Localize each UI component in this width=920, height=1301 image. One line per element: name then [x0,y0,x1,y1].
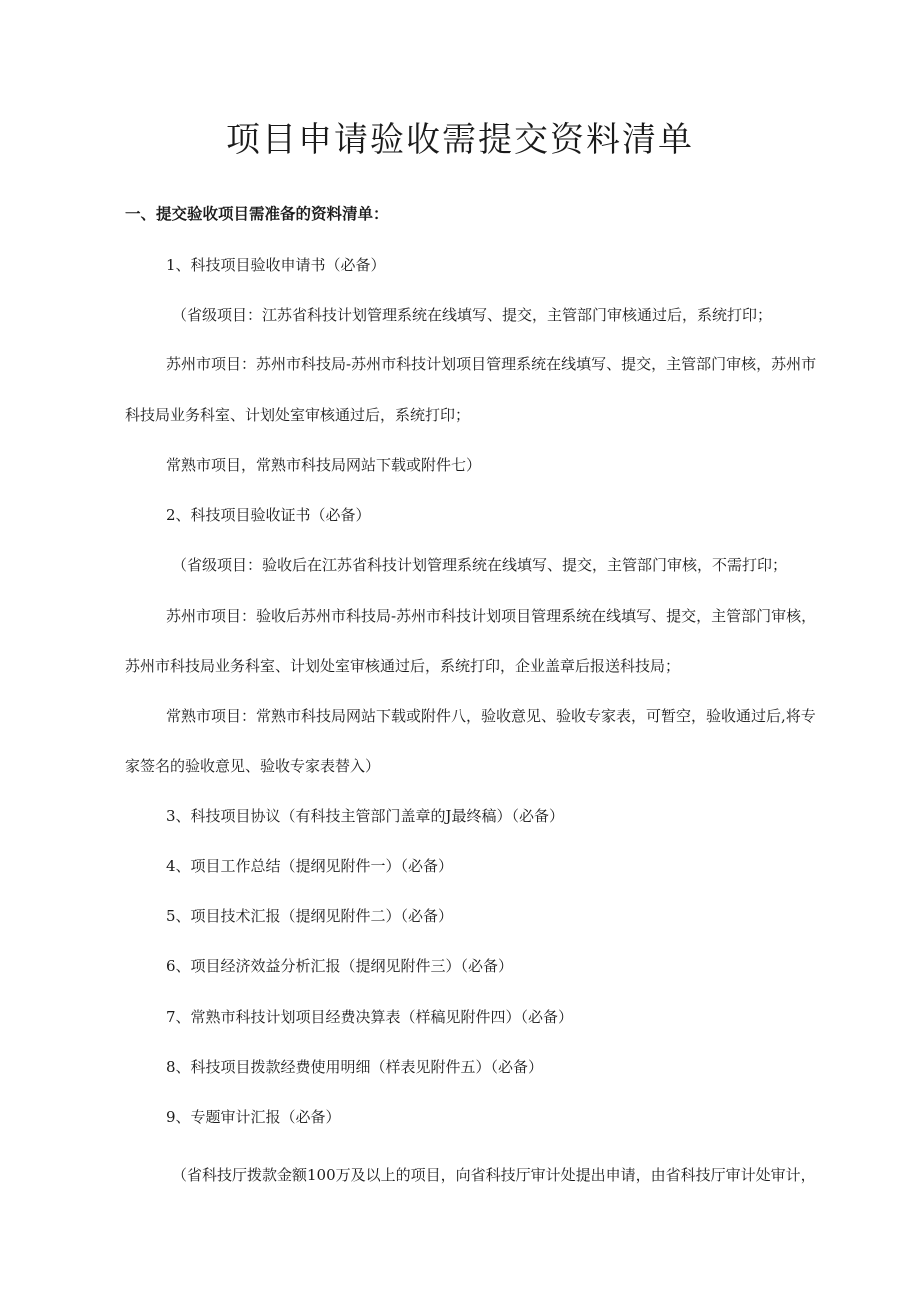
list-item-5: 5、项目技术汇报（提纲见附件二）（必备） [166,907,454,925]
list-item-7: 7、常熟市科技计划项目经费决算表（样稿见附件四）（必备） [166,1008,574,1026]
section-heading: 一、提交验收项目需准备的资料清单： [125,205,389,223]
item-1-provincial-note: （省级项目：江苏省科技计划管理系统在线填写、提交，主管部门审核通过后，系统打印； [172,306,773,324]
list-item-8: 8、科技项目拨款经费使用明细（样表见附件五）（必备） [166,1058,544,1076]
item-1-suzhou-note-cont: 科技局业务科室、计划处室审核通过后，系统打印； [125,406,471,424]
item-1-changshu-note: 常熟市项目，常熟市科技局网站下载或附件七） [166,456,482,474]
item-1-suzhou-note: 苏州市项目：苏州市科技局-苏州市科技计划项目管理系统在线填写、提交，主管部门审核，苏州市 [166,355,817,373]
list-item-1: 1、科技项目验收申请书（必备） [166,256,386,274]
item-2-suzhou-note-cont: 苏州市科技局业务科室、计划处室审核通过后，系统打印，企业盖章后报送科技局； [125,657,681,675]
list-item-4: 4、项目工作总结（提纲见附件一）（必备） [166,857,454,875]
item-2-provincial-note: （省级项目：验收后在江苏省科技计划管理系统在线填写、提交，主管部门审核，不需打印； [172,556,788,574]
document-title: 项目申请验收需提交资料清单 [226,120,694,160]
item-2-changshu-note-cont: 家签名的验收意见、验收专家表替入） [125,757,381,775]
list-item-2: 2、科技项目验收证书（必备） [166,506,371,524]
item-2-suzhou-note: 苏州市项目：验收后苏州市科技局-苏州市科技计划项目管理系统在线填写、提交，主管部门审核， [166,607,817,625]
list-item-6: 6、项目经济效益分析汇报（提纲见附件三）（必备） [166,957,514,975]
item-9-audit-note: （省科技厅拨款金额100万及以上的项目，向省科技厅审计处提出申请，由省科技厅审计处审计， [172,1166,816,1184]
item-2-changshu-note: 常熟市项目：常熟市科技局网站下载或附件八，验收意见、验收专家表，可暂空，验收通过后,将专 [166,707,816,725]
list-item-9: 9、专题审计汇报（必备） [166,1108,341,1126]
list-item-3: 3、科技项目协议（有科技主管部门盖章的J最终稿）（必备） [166,807,565,825]
